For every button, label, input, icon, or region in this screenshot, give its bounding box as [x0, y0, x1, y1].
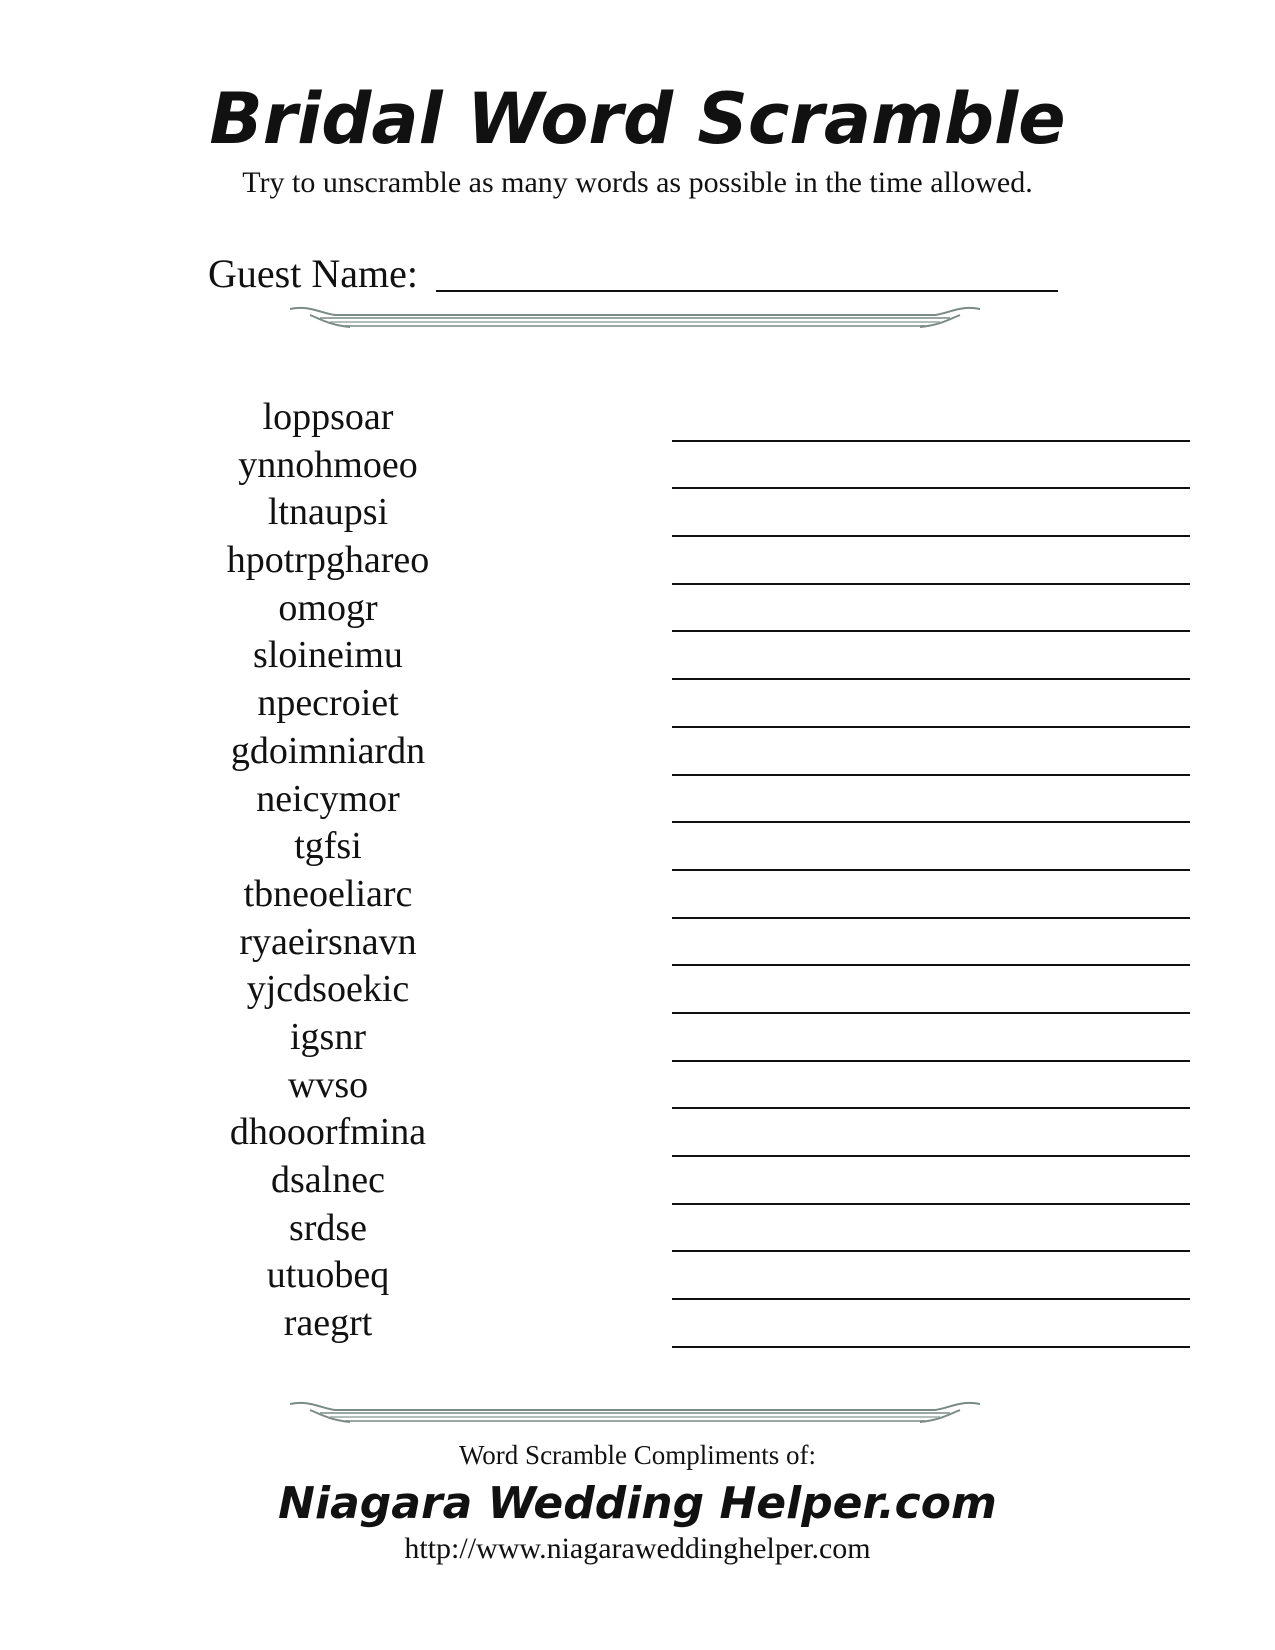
answer-line[interactable] [672, 394, 1190, 442]
answer-line[interactable] [672, 728, 1190, 776]
instructions: Try to unscramble as many words as possible in the time allowed. [242, 166, 1033, 199]
scrambled-word: raegrt [283, 1302, 373, 1345]
answer-line[interactable] [672, 442, 1190, 490]
scrambled-word: sloineimu [253, 634, 403, 677]
answer-line[interactable] [672, 632, 1190, 680]
answer-line[interactable] [672, 1062, 1190, 1110]
answer-line[interactable] [672, 1014, 1190, 1062]
answer-line[interactable] [672, 537, 1190, 585]
ornamental-divider-top [290, 303, 980, 333]
answer-line[interactable] [672, 871, 1190, 919]
answer-line[interactable] [672, 1109, 1190, 1157]
compliments-text: Word Scramble Compliments of: [458, 1440, 817, 1470]
answer-line[interactable] [672, 776, 1190, 824]
answer-line-list [672, 394, 1190, 1348]
scrambled-word: ryaeirsnavn [239, 920, 417, 963]
guest-name-line [436, 290, 1058, 292]
scrambled-word: wvso [287, 1063, 369, 1106]
scrambled-word: igsnr [290, 1015, 366, 1058]
scrambled-word: ltnaupsi [267, 491, 389, 534]
scrambled-word: npecroiet [257, 682, 399, 725]
scrambled-word-list [178, 394, 478, 1348]
scrambled-word: omogr [278, 586, 378, 629]
scrambled-word: dhooorfmina [229, 1111, 427, 1154]
answer-line[interactable] [672, 919, 1190, 967]
brand-name: Niagara Wedding Helper.com [278, 1478, 997, 1529]
scrambled-word: neicymor [256, 777, 400, 820]
scrambled-word: hpotrpghareo [226, 539, 430, 582]
scrambled-word: loppsoar [262, 396, 394, 438]
answer-line[interactable] [672, 680, 1190, 728]
scrambled-word: srdse [288, 1206, 368, 1249]
scrambled-word: tbneoeliarc [243, 872, 413, 915]
scrambled-word: gdoimniardn [230, 729, 426, 772]
answer-line[interactable] [672, 1252, 1190, 1300]
page-title: Bridal Word Scramble [209, 78, 1066, 160]
ornamental-divider-bottom [290, 1398, 980, 1428]
answer-line[interactable] [672, 823, 1190, 871]
answer-line[interactable] [672, 585, 1190, 633]
website-url[interactable]: http://www.niagaraweddinghelper.com [404, 1532, 871, 1565]
scrambled-word: dsalnec [271, 1159, 385, 1201]
answer-line[interactable] [672, 1205, 1190, 1253]
answer-line[interactable] [672, 1300, 1190, 1348]
answer-line[interactable] [672, 489, 1190, 537]
scrambled-word: tgfsi [294, 825, 362, 868]
answer-line[interactable] [672, 966, 1190, 1014]
scrambled-word: yjcdsoekic [246, 968, 410, 1011]
answer-line[interactable] [672, 1157, 1190, 1205]
guest-name-label: Guest Name: [208, 251, 418, 296]
scrambled-word: utuobeq [266, 1254, 390, 1297]
scrambled-word: ynnohmoeo [238, 443, 418, 486]
